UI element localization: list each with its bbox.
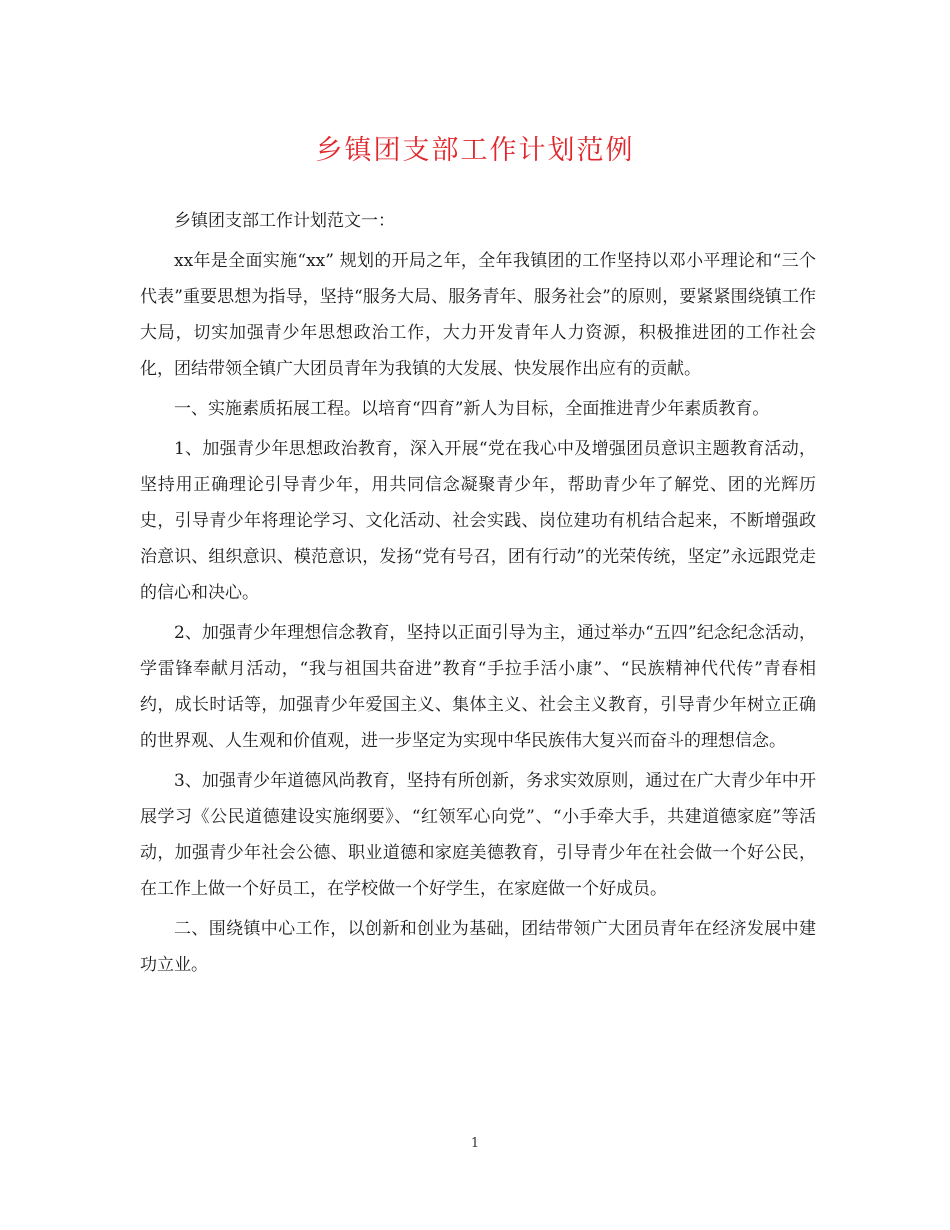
paragraph-section-one: 一、实施素质拓展工程。以培育“四育”新人为目标，全面推进青少年素质教育。 [174, 399, 770, 419]
paragraph-intro-heading: 乡镇团支部工作计划范文一： [174, 211, 395, 231]
paragraph-item-2: 2、加强青少年理想信念教育，坚持以正面引导为主，通过举办“五四”纪念纪念活动，学雷锋奉献月活动，“我与祖国共奋进”教育“手拉手活小康”、“民族精神代代传”青春相约，成长时话等，加强青少年爱国主义、集体主义、社会主义教育，引导青少年树立正确的世界观、人生观和价值观，进一步坚定为实现中华民族伟大复兴而奋斗的理想信念。 [140, 623, 816, 751]
paragraph-item-3: 3、加强青少年道德风尚教育，坚持有所创新，务求实效原则，通过在广大青少年中开展学习《公民道德建设实施纲要》、“红领军心向党”、“小手牵大手，共建道德家庭”等活动，加强青少年社会公德、职业道德和家庭美德教育，引导青少年在社会做一个好公民，在工作上做一个好员工，在学校做一个好学生，在家庭做一个好成员。 [140, 771, 816, 899]
paragraph-overview: xx年是全面实施“xx” 规划的开局之年，全年我镇团的工作坚持以邓小平理论和“三个代表”重要思想为指导，坚持“服务大局、服务青年、服务社会”的原则，要紧紧围绕镇工作大局，切实加强青少年思想政治工作，大力开发青年人力资源，积极推进团的工作社会化，团结带领全镇广大团员青年为我镇的大发展、快发展作出应有的贡献。 [140, 251, 816, 379]
page-number: 1 [470, 1136, 480, 1151]
document-body [140, 203, 816, 987]
paragraph-item-1: 1、加强青少年思想政治教育，深入开展“党在我心中及增强团员意识主题教育活动，坚持用正确理论引导青少年，用共同信念凝聚青少年，帮助青少年了解党、团的光辉历史，引导青少年将理论学习、文化活动、社会实践、岗位建功有机结合起来，不断增强政治意识、组织意识、模范意识，发扬“党有号召，团有行动”的光荣传统，坚定”永远跟党走的信心和决心。 [140, 439, 816, 603]
paragraph-section-two: 二、围绕镇中心工作，以创新和创业为基础，团结带领广大团员青年在经济发展中建功立业。 [140, 919, 816, 975]
document-title: 乡镇团支部工作计划范例 [315, 135, 635, 166]
